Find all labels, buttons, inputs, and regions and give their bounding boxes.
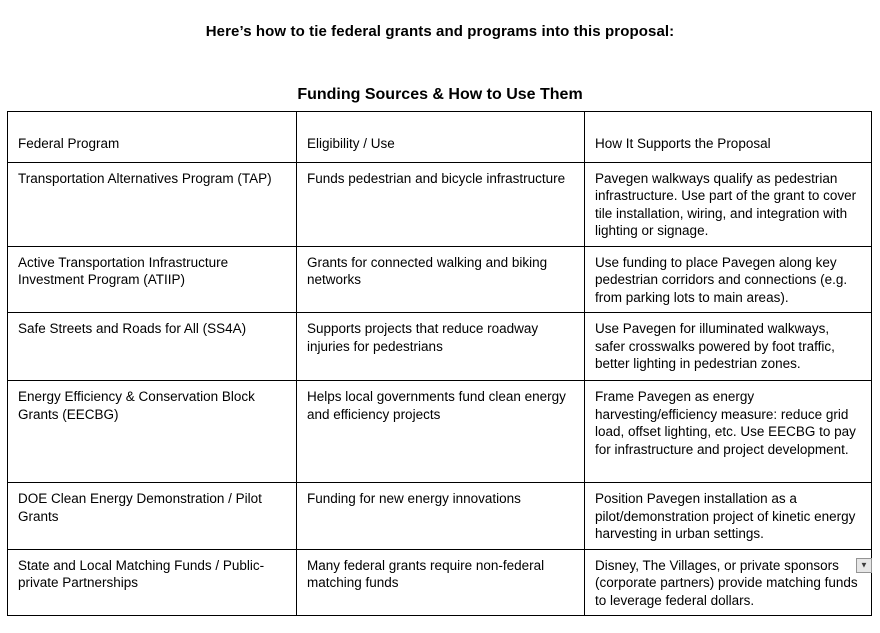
cell-program: Active Transportation Infrastructure Investment Program (ATIIP) (8, 246, 297, 313)
cell-eligibility: Supports projects that reduce roadway injuries for pedestrians (297, 313, 585, 381)
cell-support: Use funding to place Pavegen along key pedestrian corridors and connections (e.g. from parking lots to main areas). (585, 246, 872, 313)
table-row-atiip (8, 246, 872, 313)
cell-program: State and Local Matching Funds / Public-private Partnerships (8, 549, 297, 616)
table-row-matching-funds (8, 549, 872, 616)
column-header-federal-program: Federal Program (8, 112, 297, 163)
table-header-row (8, 112, 872, 163)
table-row-doe-pilot (8, 483, 872, 550)
document-page (0, 24, 880, 616)
table-title: Funding Sources & How to Use Them (297, 86, 583, 103)
page-title: Here’s how to tie federal grants and programs into this proposal: (205, 23, 675, 40)
cell-eligibility: Grants for connected walking and biking networks (297, 246, 585, 313)
cell-support: Position Pavegen installation as a pilot/demonstration project of kinetic energy harvesting in urban settings. (585, 483, 872, 550)
scroll-down-button[interactable] (856, 558, 872, 573)
column-header-how-it-supports: How It Supports the Proposal (585, 112, 872, 163)
cell-support: Frame Pavegen as energy harvesting/efficiency measure: reduce grid load, offset lighting, etc. Use EECBG to pay for infrastructure and project development. (585, 381, 872, 483)
cell-support: Use Pavegen for illuminated walkways, safer crosswalks powered by foot traffic, better lighting in pedestrian zones. (585, 313, 872, 381)
column-header-eligibility-use: Eligibility / Use (297, 112, 585, 163)
cell-support: Disney, The Villages, or private sponsors (corporate partners) provide matching funds to leverage federal dollars. (585, 549, 872, 616)
cell-support: Pavegen walkways qualify as pedestrian infrastructure. Use part of the grant to cover tile installation, wiring, and integration with lighting or signage. (585, 162, 872, 246)
table-row-eecbg (8, 381, 872, 483)
cell-program: Safe Streets and Roads for All (SS4A) (8, 313, 297, 381)
table-row-ss4a (8, 313, 872, 381)
cell-eligibility: Funding for new energy innovations (297, 483, 585, 550)
funding-sources-table (7, 111, 872, 616)
cell-eligibility: Funds pedestrian and bicycle infrastructure (297, 162, 585, 246)
cell-program: DOE Clean Energy Demonstration / Pilot Grants (8, 483, 297, 550)
cell-eligibility: Helps local governments fund clean energy and efficiency projects (297, 381, 585, 483)
cell-program: Transportation Alternatives Program (TAP) (8, 162, 297, 246)
chevron-down-icon: ▼ (860, 560, 868, 569)
cell-eligibility: Many federal grants require non-federal matching funds (297, 549, 585, 616)
table-row-tap (8, 162, 872, 246)
cell-program: Energy Efficiency & Conservation Block Grants (EECBG) (8, 381, 297, 483)
